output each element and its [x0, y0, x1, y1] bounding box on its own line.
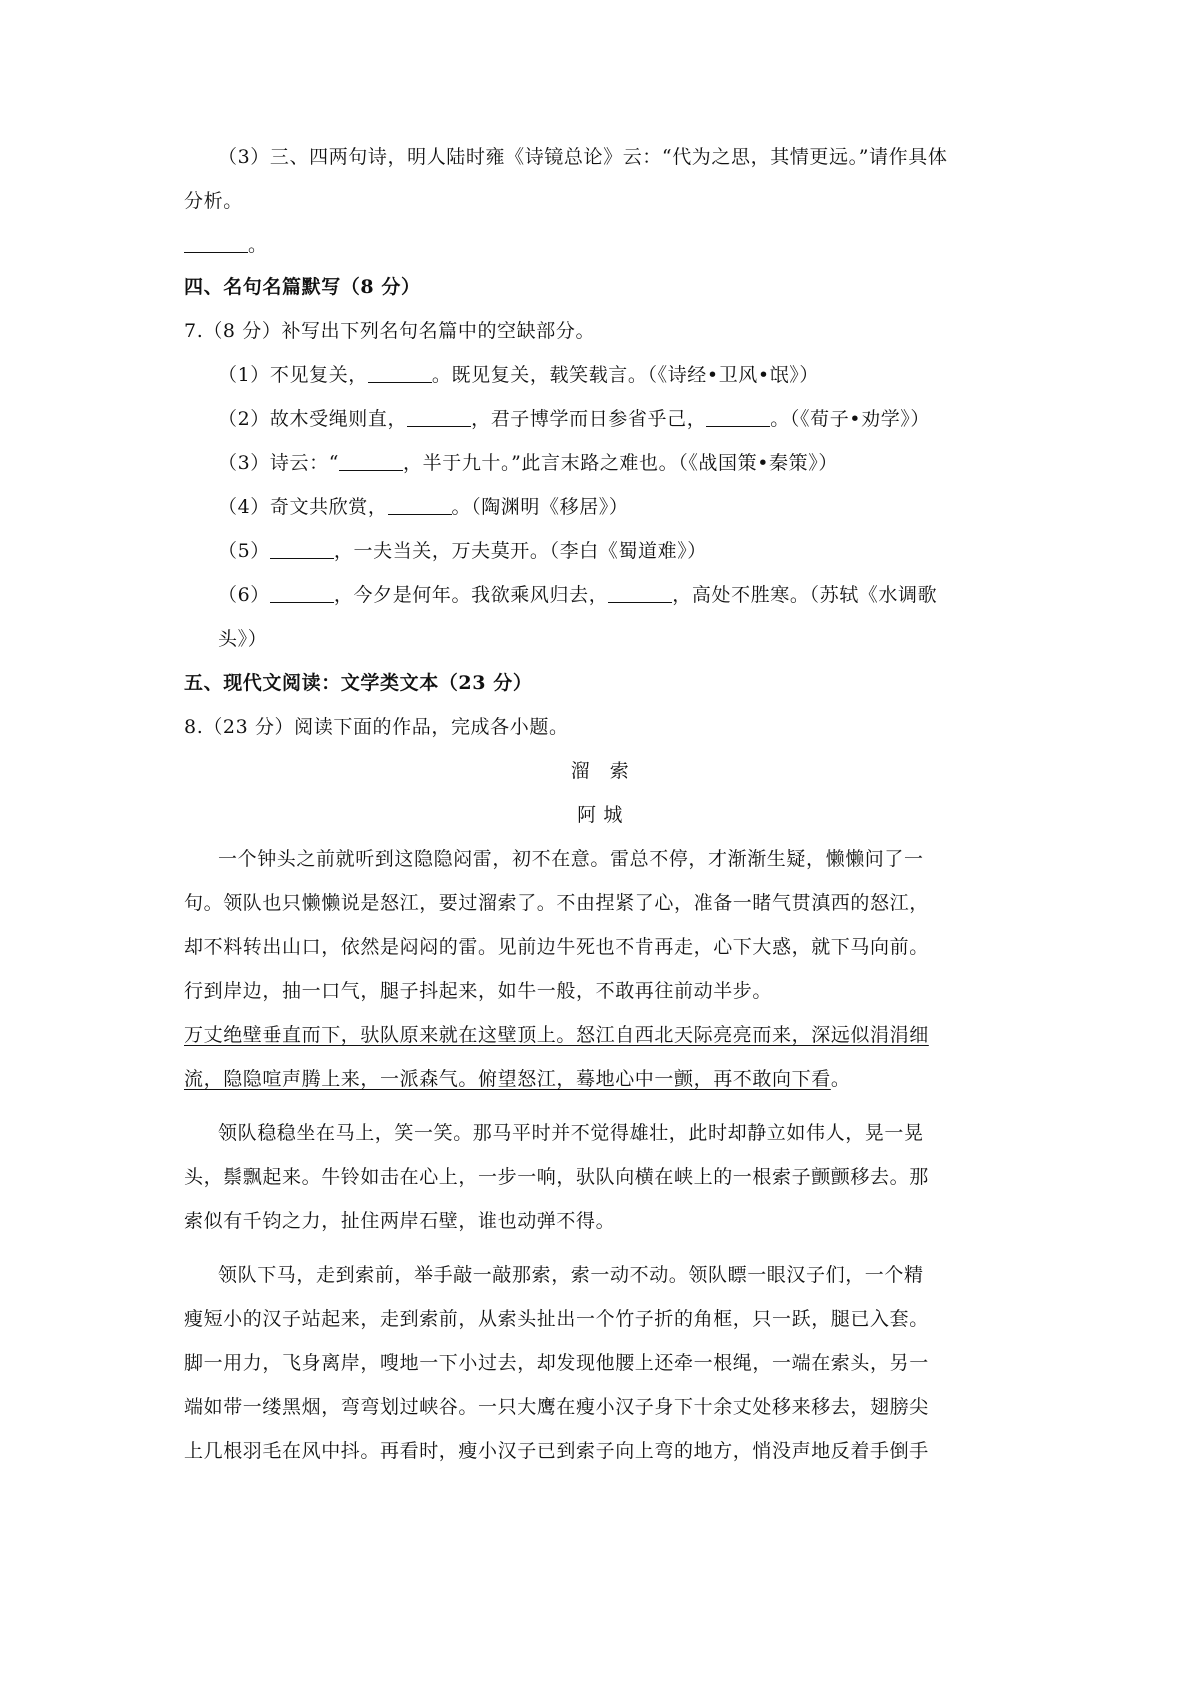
- p4-line: 端如带一缕黑烟，弯弯划过峡谷。一只大鹰在瘦小汉子身下十余丈处移来移去，翅膀尖: [184, 1396, 929, 1418]
- answer-blank[interactable]: [388, 496, 452, 515]
- section5-heading: 五、现代文阅读：文学类文本（23 分）: [184, 672, 533, 694]
- p4-line: 脚一用力，飞身离岸，嗖地一下小过去，却发现他腰上还牵一根绳，一端在索头，另一: [184, 1352, 929, 1374]
- p4-line: 瘦短小的汉子站起来，走到索前，从索头扯出一个竹子折的角框，只一跃，腿已入套。: [184, 1308, 929, 1330]
- answer-blank[interactable]: [608, 584, 672, 603]
- q7-item-6-cont: 头》）: [218, 628, 268, 650]
- p3-line: 头，鬃飘起来。牛铃如击在心上，一步一响，驮队向横在峡上的一根索子颤颤移去。那: [184, 1166, 929, 1188]
- p4-line: 上几根羽毛在风中抖。再看时，瘦小汉子已到索子向上弯的地方，悄没声地反着手倒手: [184, 1440, 929, 1462]
- q6-3-line2: 分析。: [184, 190, 243, 212]
- q7-item-1: （1）不见复关， 。既见复关，载笑载言。（《诗经•卫风•氓》）: [218, 364, 820, 386]
- p1-line: 却不料转出山口，依然是闷闷的雷。见前边牛死也不肯再走，心下大惑，就下马向前。: [184, 936, 929, 958]
- q8-stem: 8.（23 分）阅读下面的作品，完成各小题。: [184, 716, 569, 738]
- q7-item-4: （4）奇文共欣赏， 。（陶渊明《移居》）: [218, 496, 629, 518]
- article-title: 溜 索: [570, 760, 630, 782]
- p3-line: 索似有千钧之力，扯住两岸石壁，谁也动弹不得。: [184, 1210, 616, 1232]
- p1-line: 句。领队也只懒懒说是怒江，要过溜索了。不由捏紧了心，准备一睹气贯滇西的怒江，: [184, 892, 929, 914]
- p2-underlined-line: 万丈绝壁垂直而下，驮队原来就在这壁顶上。怒江自西北天际亮亮而来，深远似涓涓细: [184, 1024, 929, 1046]
- answer-blank[interactable]: [339, 452, 403, 471]
- q7-item-2: （2）故木受绳则直， ，君子博学而日参省乎己， 。（《荀子•劝学》）: [218, 408, 931, 430]
- q7-item-5: （5） ，一夫当关，万夫莫开。（李白《蜀道难》）: [218, 540, 707, 562]
- answer-blank[interactable]: [270, 584, 334, 603]
- answer-blank[interactable]: [706, 408, 770, 427]
- answer-blank[interactable]: [270, 540, 334, 559]
- p3-line: 领队稳稳坐在马上，笑一笑。那马平时并不觉得雄壮，此时却静立如伟人，晃一晃: [218, 1122, 924, 1144]
- q7-item-3: （3）诗云：“ ，半于九十。”此言末路之难也。（《战国策•秦策》）: [218, 452, 838, 474]
- p1-line: 行到岸边，抽一口气，腿子抖起来，如牛一般，不敢再往前动半步。: [184, 980, 773, 1002]
- p1-line: 一个钟头之前就听到这隐隐闷雷，初不在意。雷总不停，才渐渐生疑，懒懒问了一: [218, 848, 924, 870]
- p2-line: 流，隐隐喧声腾上来，一派森气。俯望怒江，蓦地心中一颤，再不敢向下看。: [184, 1068, 851, 1090]
- answer-blank[interactable]: [407, 408, 471, 427]
- q6-3-answer: 。: [184, 232, 268, 258]
- answer-blank[interactable]: [368, 364, 432, 383]
- article-author: 阿 城: [577, 804, 623, 826]
- p4-line: 领队下马，走到索前，举手敲一敲那索，索一动不动。领队瞟一眼汉子们，一个精: [218, 1264, 924, 1286]
- section4-heading: 四、名句名篇默写（8 分）: [184, 276, 421, 298]
- q7-item-6: （6） ，今夕是何年。我欲乘风归去， ，高处不胜寒。（苏轼《水调歌: [218, 584, 938, 606]
- q6-3-line1: （3）三、四两句诗，明人陆时雍《诗镜总论》云：“代为之思，其情更远。”请作具体: [218, 146, 948, 168]
- q7-stem: 7.（8 分）补写出下列名句名篇中的空缺部分。: [184, 320, 596, 342]
- answer-blank[interactable]: [184, 234, 248, 253]
